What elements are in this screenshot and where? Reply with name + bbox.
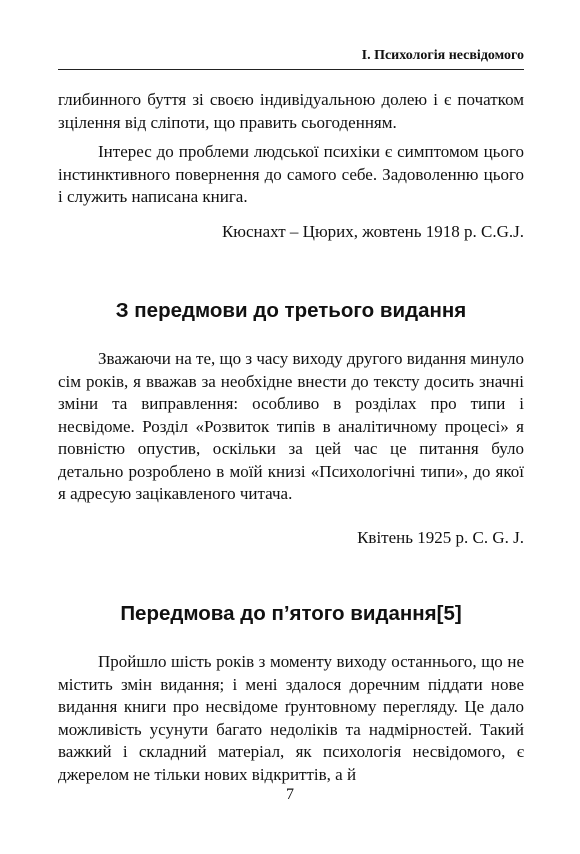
page-content bbox=[58, 89, 524, 786]
heading-third-edition: З передмови до третього видання bbox=[115, 299, 467, 322]
heading-fifth-edition: Передмова до п’ятого видання[5] bbox=[120, 602, 462, 625]
page-number: 7 bbox=[286, 786, 294, 803]
paragraph-interest: Інтерес до проблеми людської психіки є симптомом цього інстинктивного повернення до самого себе. Задоволенню цього і служить написана книга. bbox=[58, 142, 524, 206]
paragraph-third-edition: Зважаючи на те, що з часу виходу другого видання минуло сім років, я вважав за необхідне внести до тексту досить значні зміни та виправлення: особливо в розділах про типи і несвідоме. Розділ «Розвиток типів в аналітичному процесі» я повністю опустив, оскільки за цей час це питання було детально розроблено в моїй книзі «Психологічні типи», до якої я адресую зацікавленого читача. bbox=[58, 349, 524, 503]
signature-1925: Квітень 1925 р. C. G. J. bbox=[357, 527, 524, 547]
paragraph-fifth-edition: Пройшло шість років з моменту виходу останнього, що не містить змін видання; і мені здалося доречним піддати нове видання книги про несвідоме ґрунтовному перегляду. Це дало можливість усунути багато недоліків та надмірностей. Такий важкий і складний матеріал, як психологія несвідомого, є джерелом не тільки нових відкриттів, а й bbox=[58, 652, 524, 784]
signature-1918: Кюснахт – Цюрих, жовтень 1918 р. C.G.J. bbox=[221, 221, 524, 241]
running-header: I. Психологія несвідомого bbox=[58, 48, 524, 70]
continued-paragraph: глибинного буття зі своєю індивідуальною долею і є початком зцілення від сліпоти, що править сьогоденням. bbox=[58, 90, 524, 132]
